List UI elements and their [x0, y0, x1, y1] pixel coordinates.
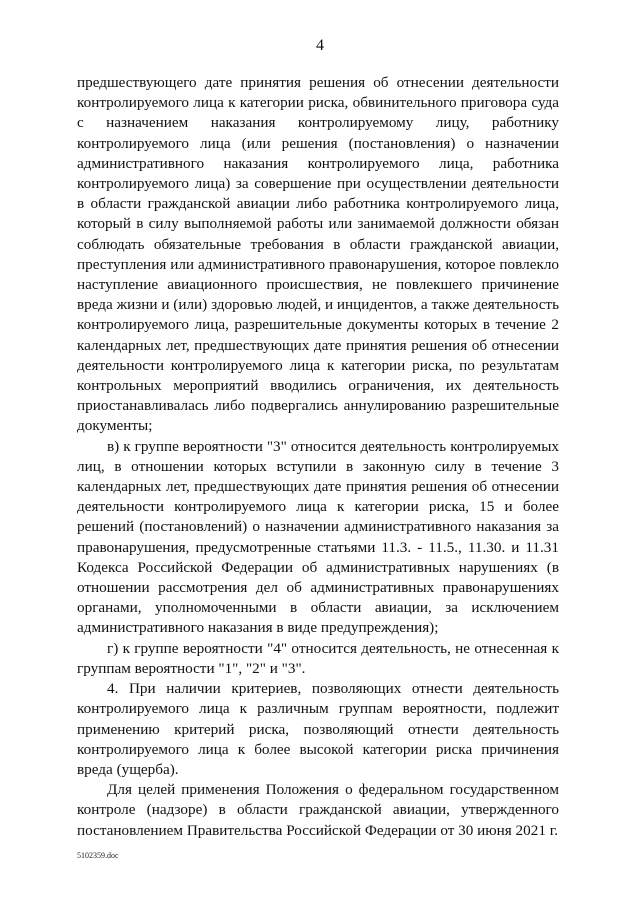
paragraph-item-v: в) к группе вероятности "3" относится деятельность контролируемых лиц, в отношении которых вступили в законную силу в течение 3 календарных лет, предшествующих дате принятия решения об отнесении деятельности контролируемого лица к категории риска, 15 и более решений (постановлений) о назначении административного наказания за правонарушения, предусмотренные статьями 11.3. - 11.5., 11.30. и 11.31 Кодекса Российской Федерации об административных нарушениях (в отношении рассмотрения дел об административных правонарушениях органами, уполномоченными в области авиации, за исключением административного наказания в виде предупреждения);	[77, 437, 559, 637]
paragraph-continuation: предшествующего дате принятия решения об отнесении деятельности контролируемого лица к категории риска, обвинительного приговора суда с назначением наказания контролируемому лицу, работнику контролируемого лица (или решения (постановления) о назначении административного наказания контролируемого лица, работника контролируемого лица) за совершение при осуществлении деятельности в области гражданской авиации либо работника контролируемого лица, который в силу выполняемой работы или занимаемой должности обязан соблюдать обязательные требования в области гражданской авиации, преступления или административного правонарушения, которое повлекло наступление авиационного происшествия, не повлекшего причинение вреда жизни и (или) здоровью людей, и инцидентов, а также деятельность контролируемого лица, разрешительные документы которых в течение 2 календарных лет, предшествующих дате принятия решения об отнесении деятельности контролируемого лица к категории риска, по результатам контрольных мероприятий вводились ограничения, их деятельность приостанавливалась либо подвергались аннулированию разрешительные документы;	[77, 74, 559, 435]
paragraph-regulation-purpose: Для целей применения Положения о федеральном государственном контроле (надзоре) в области гражданской авиации, утвержденного постановлением Правительства Российской Федерации от 30 июня 2021 г.	[77, 781, 559, 839]
document-body	[77, 73, 559, 841]
paragraph-point-4: 4. При наличии критериев, позволяющих отнести деятельность контролируемого лица к различным группам вероятности, подлежит применению критерий риска, позволяющий отнести деятельность контролируемого лица к более высокой категории риска причинения вреда (ущерба).	[77, 680, 559, 778]
document-file-id: 5102359.doc	[77, 851, 119, 860]
page-number: 4	[316, 37, 324, 54]
paragraph-item-g: г) к группе вероятности "4" относится деятельность, не отнесенная к группам вероятности "1", "2" и "3".	[77, 639, 559, 677]
